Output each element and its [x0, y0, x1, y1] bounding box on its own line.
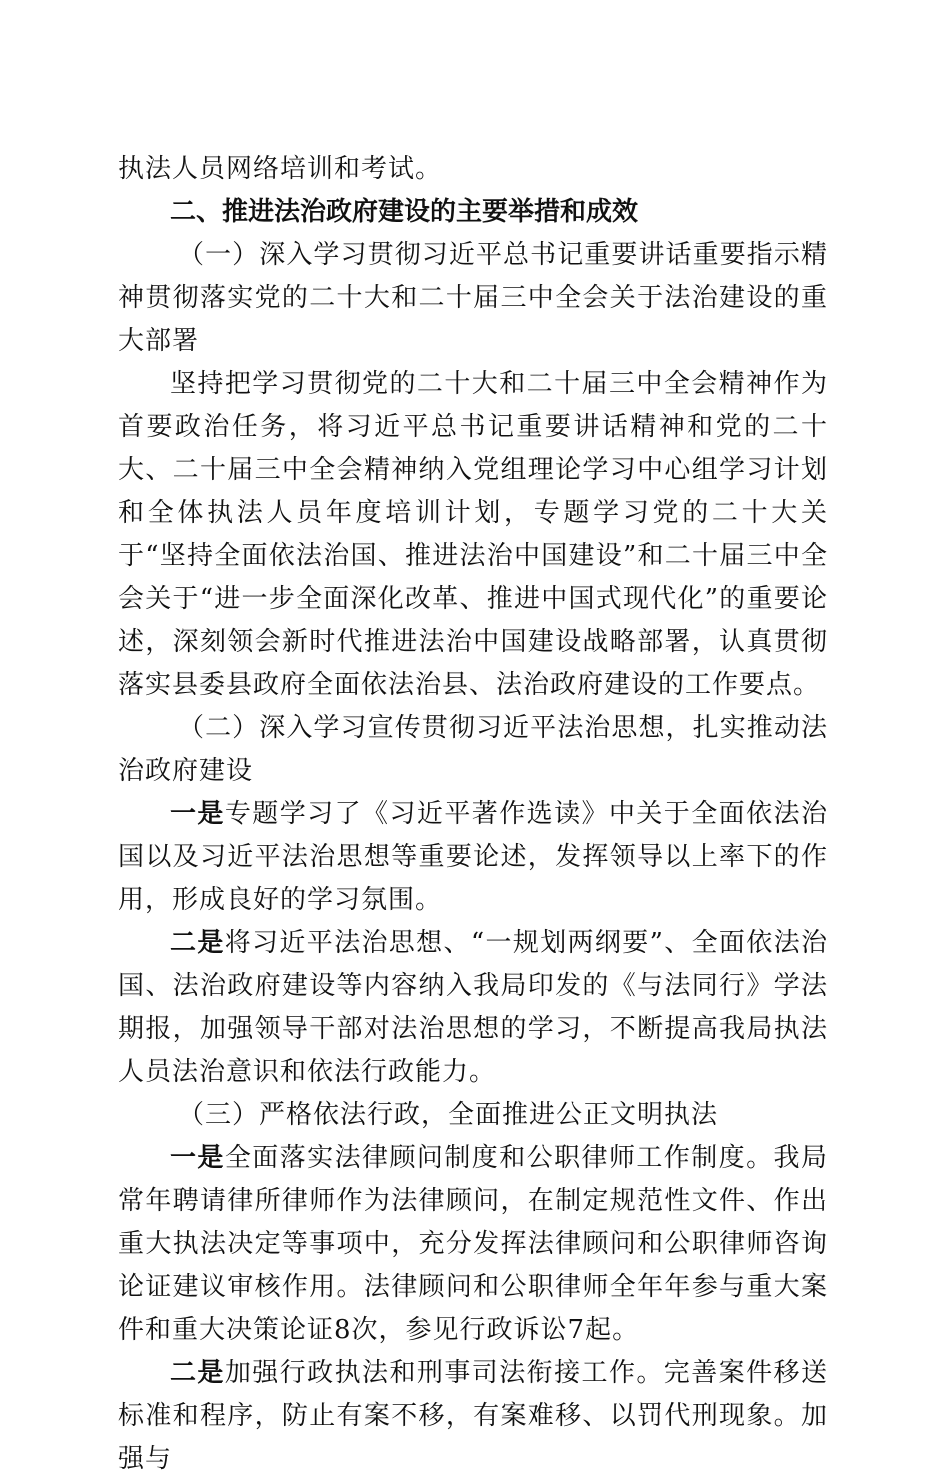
- point-text: 专题学习了《习近平著作选读》中关于全面依法治国以及习近平法治思想等重要论述，发挥领导以上率下的作用，形成良好的学习氛围。: [118, 799, 828, 915]
- point-text: 全面落实法律顾问制度和公职律师工作制度。我局常年聘请律所律师作为法律顾问，在制定规范性文件、作出重大执法决定等事项中，充分发挥法律顾问和公职律师咨询论证建议审核作用。法律顾问和公职律师全年年参与重大案件和重大决策论证8次，参见行政诉讼7起。: [118, 1143, 828, 1345]
- document-page: [118, 148, 828, 1481]
- point-text: 将习近平法治思想、“一规划两纲要”、全面依法治国、法治政府建设等内容纳入我局印发的《与法同行》学法期报，加强领导干部对法治思想的学习，不断提高我局执法人员法治意识和依法行政能力。: [118, 928, 828, 1087]
- section-heading-2: 二、推进法治政府建设的主要举措和成效: [170, 197, 639, 227]
- subsection-heading-2: （二）深入学习宣传贯彻习近平法治思想，扎实推动法治政府建设: [118, 713, 828, 786]
- subsection-heading-1: （一）深入学习贯彻习近平总书记重要讲话重要指示精神贯彻落实党的二十大和二十届三中全会关于法治建设的重大部署: [118, 240, 828, 356]
- subsection-heading-3: （三）严格依法行政，全面推进公正文明执法: [178, 1100, 719, 1130]
- point-lead: 一是: [170, 1143, 225, 1173]
- body-paragraph: 坚持把学习贯彻党的二十大和二十届三中全会精神作为首要政治任务，将习近平总书记重要讲话精神和党的二十大、二十届三中全会精神纳入党组理论学习中心组学习计划和全体执法人员年度培训计划，专题学习党的二十大关于“坚持全面依法治国、推进法治中国建设”和二十届三中全会关于“进一步全面深化改革、推进中国式现代化”的重要论述，深刻领会新时代推进法治中国建设战略部署，认真贯彻落实县委县政府全面依法治县、法治政府建设的工作要点。: [118, 369, 828, 700]
- point-paragraph-4: [118, 1352, 828, 1481]
- point-lead: 一是: [170, 799, 225, 829]
- point-paragraph-3: [118, 1137, 828, 1352]
- point-text: 加强行政执法和刑事司法衔接工作。完善案件移送标准和程序，防止有案不移，有案难移、以罚代刑现象。加强与: [118, 1358, 828, 1474]
- point-paragraph-1: [118, 793, 828, 922]
- continuation-paragraph: 执法人员网络培训和考试。: [118, 154, 443, 184]
- point-paragraph-2: [118, 922, 828, 1094]
- point-lead: 二是: [170, 1358, 225, 1388]
- point-lead: 二是: [170, 928, 225, 958]
